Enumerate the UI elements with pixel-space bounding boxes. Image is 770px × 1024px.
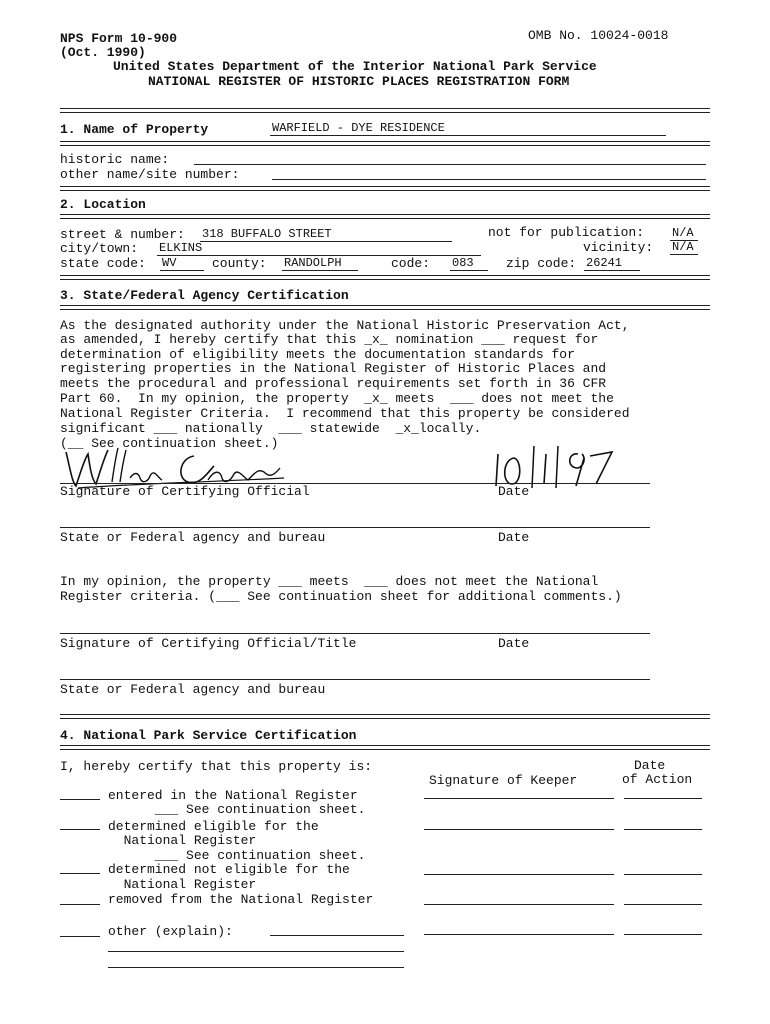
- divider: [60, 745, 710, 750]
- action-column-header: of Action: [622, 772, 693, 787]
- removed-checkbox[interactable]: [60, 904, 100, 905]
- item-label: ___ See continuation sheet.: [108, 802, 366, 817]
- keeper-signature-line[interactable]: [424, 829, 614, 830]
- entered-checkbox[interactable]: [60, 799, 100, 800]
- agency-line: United States Department of the Interior National Park Service: [113, 59, 597, 74]
- item-label: National Register: [108, 833, 257, 848]
- section-2-heading: 2. Location: [60, 197, 146, 212]
- section-4-heading: 4. National Park Service Certification: [60, 728, 357, 743]
- paragraph-line: (__ See continuation sheet.): [60, 436, 279, 451]
- paragraph-line: As the designated authority under the National Historic Preservation Act,: [60, 318, 630, 333]
- form-number: NPS Form 10-900: [60, 31, 178, 46]
- opinion-line: In my opinion, the property ___ meets ___ does not meet the National: [60, 574, 599, 589]
- paragraph-line: National Register Criteria. I recommend that this property be considered: [60, 406, 630, 421]
- keeper-column-header: Signature of Keeper: [429, 773, 578, 788]
- other-checkbox[interactable]: [60, 936, 100, 937]
- form-date: (Oct. 1990): [60, 45, 146, 60]
- county-field[interactable]: RANDOLPH: [282, 256, 358, 271]
- city-label: city/town:: [60, 241, 139, 256]
- paragraph-line: registering properties in the National Register of Historic Places and: [60, 361, 607, 376]
- action-date-line[interactable]: [624, 874, 702, 875]
- signature-label: Signature of Certifying Official: [60, 484, 310, 499]
- state-code-field[interactable]: WV: [160, 256, 204, 271]
- certify-statement: I, hereby certify that this property is:: [60, 759, 373, 774]
- agency-line[interactable]: [60, 527, 650, 528]
- keeper-signature-line[interactable]: [424, 798, 614, 799]
- keeper-signature-line[interactable]: [424, 874, 614, 875]
- determined-eligible-checkbox[interactable]: [60, 829, 100, 830]
- form-title: NATIONAL REGISTER OF HISTORIC PLACES REGISTRATION FORM: [148, 74, 570, 89]
- divider: [60, 714, 710, 719]
- divider: [60, 214, 710, 219]
- paragraph-line: as amended, I hereby certify that this _x_ nomination ___ request for: [60, 332, 599, 347]
- divider: [60, 275, 710, 280]
- divider: [60, 305, 710, 310]
- action-date-line[interactable]: [624, 829, 702, 830]
- state-code-label: state code:: [60, 256, 146, 271]
- signature-title-label: Signature of Certifying Official/Title: [60, 636, 357, 651]
- zip-code-label: zip code:: [506, 256, 577, 271]
- signature-date-label: Date: [498, 484, 530, 499]
- date-column-header: Date: [634, 758, 666, 773]
- property-name-field[interactable]: WARFIELD - DYE RESIDENCE: [270, 121, 666, 136]
- other-explain-line[interactable]: [108, 951, 404, 952]
- item-label: ___ See continuation sheet.: [108, 848, 366, 863]
- divider: [60, 186, 710, 191]
- item-label: entered in the National Register: [108, 788, 358, 803]
- divider: [60, 108, 710, 113]
- street-label: street & number:: [60, 227, 185, 242]
- divider: [60, 141, 710, 146]
- item-label: other (explain):: [108, 924, 241, 939]
- agency-line-2[interactable]: [60, 679, 650, 680]
- county-label: county:: [212, 256, 267, 271]
- historic-name-label: historic name:: [60, 152, 170, 167]
- action-date-line[interactable]: [624, 904, 702, 905]
- other-explain-line[interactable]: [108, 967, 404, 968]
- action-date-line[interactable]: [624, 934, 702, 935]
- county-code-label: code:: [391, 256, 431, 271]
- opinion-line: Register criteria. (___ See continuation sheet for additional comments.): [60, 589, 622, 604]
- not-for-publication-field[interactable]: N/A: [670, 226, 698, 241]
- city-field[interactable]: ELKINS: [157, 241, 481, 256]
- signature-title-date-label: Date: [498, 636, 530, 651]
- paragraph-line: Part 60. In my opinion, the property _x_ meets ___ does not meet the: [60, 391, 614, 406]
- agency-label: State or Federal agency and bureau: [60, 530, 326, 545]
- other-explain-field[interactable]: [270, 935, 404, 936]
- signature-title-line[interactable]: [60, 633, 650, 634]
- omb-number: OMB No. 10024-0018: [528, 28, 669, 43]
- vicinity-field[interactable]: N/A: [670, 240, 698, 255]
- keeper-signature-line[interactable]: [424, 934, 614, 935]
- section-3-heading: 3. State/Federal Agency Certification: [60, 288, 349, 303]
- vicinity-label: vicinity:: [583, 240, 654, 255]
- county-code-field[interactable]: 083: [450, 256, 488, 271]
- agency-date-label: Date: [498, 530, 530, 545]
- action-date-line[interactable]: [624, 798, 702, 799]
- keeper-signature-line[interactable]: [424, 904, 614, 905]
- paragraph-line: significant ___ nationally ___ statewide _x_locally.: [60, 421, 482, 436]
- other-name-label: other name/site number:: [60, 167, 240, 182]
- item-label: determined not eligible for the: [108, 862, 350, 877]
- agency-label-2: State or Federal agency and bureau: [60, 682, 326, 697]
- section-1-heading: 1. Name of Property: [60, 122, 209, 137]
- item-label: determined eligible for the: [108, 819, 319, 834]
- street-field[interactable]: 318 BUFFALO STREET: [200, 227, 452, 242]
- historic-name-field[interactable]: [194, 164, 706, 165]
- zip-code-field[interactable]: 26241: [584, 256, 640, 271]
- item-label: National Register: [108, 877, 257, 892]
- not-for-publication-label: not for publication:: [488, 225, 645, 240]
- paragraph-line: meets the procedural and professional requirements set forth in 36 CFR: [60, 376, 607, 391]
- paragraph-line: determination of eligibility meets the documentation standards for: [60, 347, 575, 362]
- other-name-field[interactable]: [272, 179, 706, 180]
- determined-not-eligible-checkbox[interactable]: [60, 873, 100, 874]
- item-label: removed from the National Register: [108, 892, 374, 907]
